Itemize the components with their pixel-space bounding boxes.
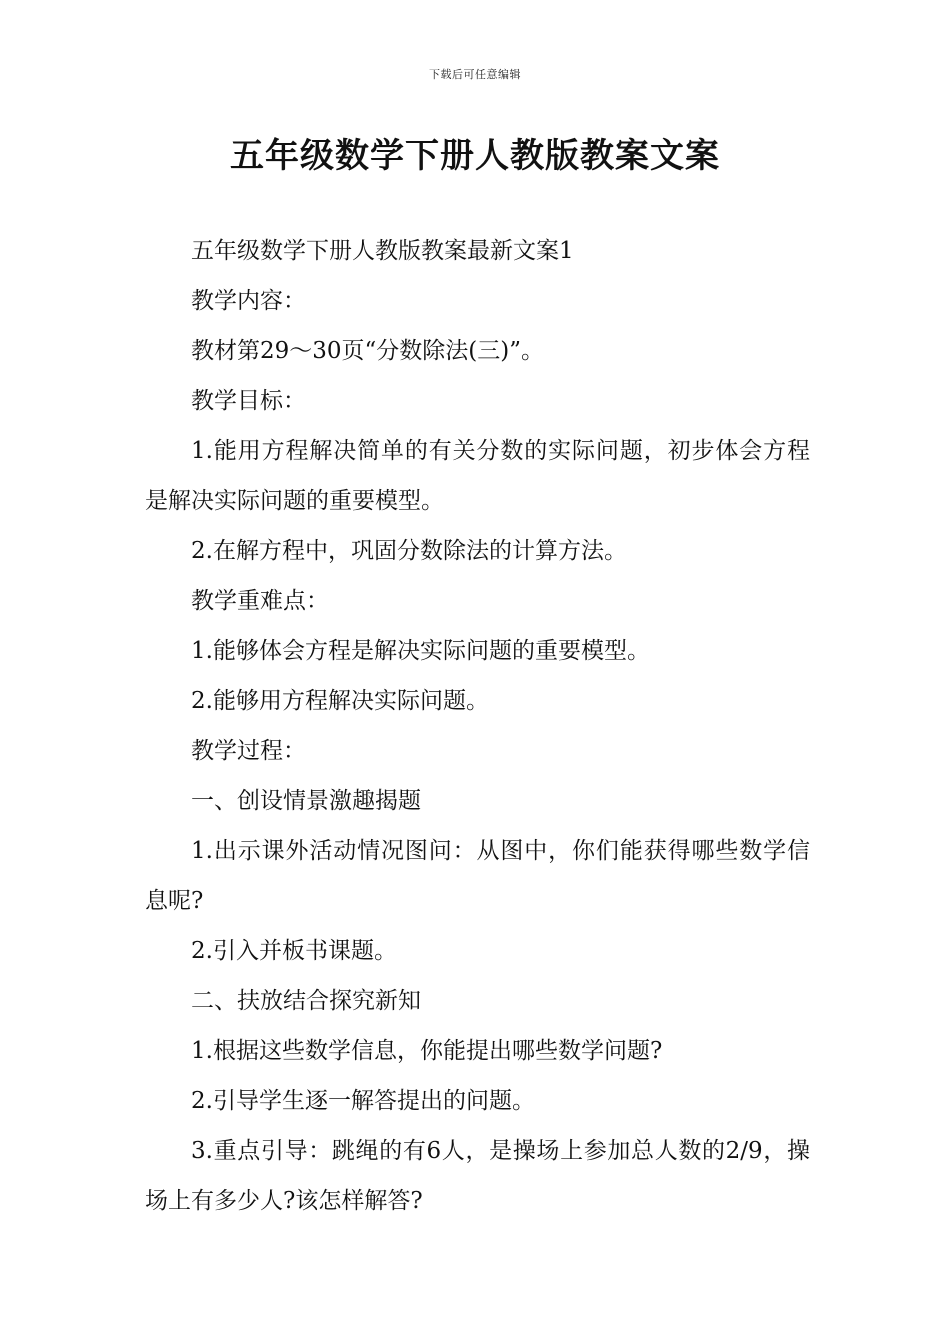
paragraph-difficulty-1: 1.能够体会方程是解决实际问题的重要模型。 bbox=[191, 638, 650, 664]
subheading-part-one: 一、创设情景激趣揭题 bbox=[191, 788, 421, 814]
paragraph-goal-2: 2.在解方程中，巩固分数除法的计算方法。 bbox=[191, 538, 627, 564]
paragraph-goal-1: 1.能用方程解决简单的有关分数的实际问题，初步体会方程是解决实际问题的重要模型。 bbox=[145, 438, 810, 514]
document-title: 五年级数学下册人教版教案文案 bbox=[230, 136, 720, 176]
paragraph-difficulty-2: 2.能够用方程解决实际问题。 bbox=[191, 688, 489, 714]
header-note: 下载后可任意编辑 bbox=[429, 68, 521, 81]
paragraph-step-2-2: 2.引导学生逐一解答提出的问题。 bbox=[191, 1088, 535, 1114]
paragraph-step-2-3: 3.重点引导：跳绳的有6人，是操场上参加总人数的2/9，操场上有多少人?该怎样解答? bbox=[145, 1138, 810, 1214]
label-teaching-goals: 教学目标： bbox=[191, 388, 306, 414]
section-heading: 五年级数学下册人教版教案最新文案1 bbox=[191, 238, 574, 264]
label-teaching-process: 教学过程： bbox=[191, 738, 306, 764]
paragraph-step-2-1: 1.根据这些数学信息，你能提出哪些数学问题? bbox=[191, 1038, 663, 1064]
paragraph-step-1-2: 2.引入并板书课题。 bbox=[191, 938, 397, 964]
document-body bbox=[145, 226, 810, 1226]
label-key-difficulties: 教学重难点： bbox=[191, 588, 329, 614]
label-teaching-content: 教学内容： bbox=[191, 288, 306, 314]
paragraph-step-1-1: 1.出示课外活动情况图问：从图中，你们能获得哪些数学信息呢? bbox=[145, 838, 810, 914]
paragraph-textbook-pages: 教材第29～30页“分数除法(三)”。 bbox=[191, 338, 544, 364]
subheading-part-two: 二、扶放结合探究新知 bbox=[191, 988, 421, 1014]
